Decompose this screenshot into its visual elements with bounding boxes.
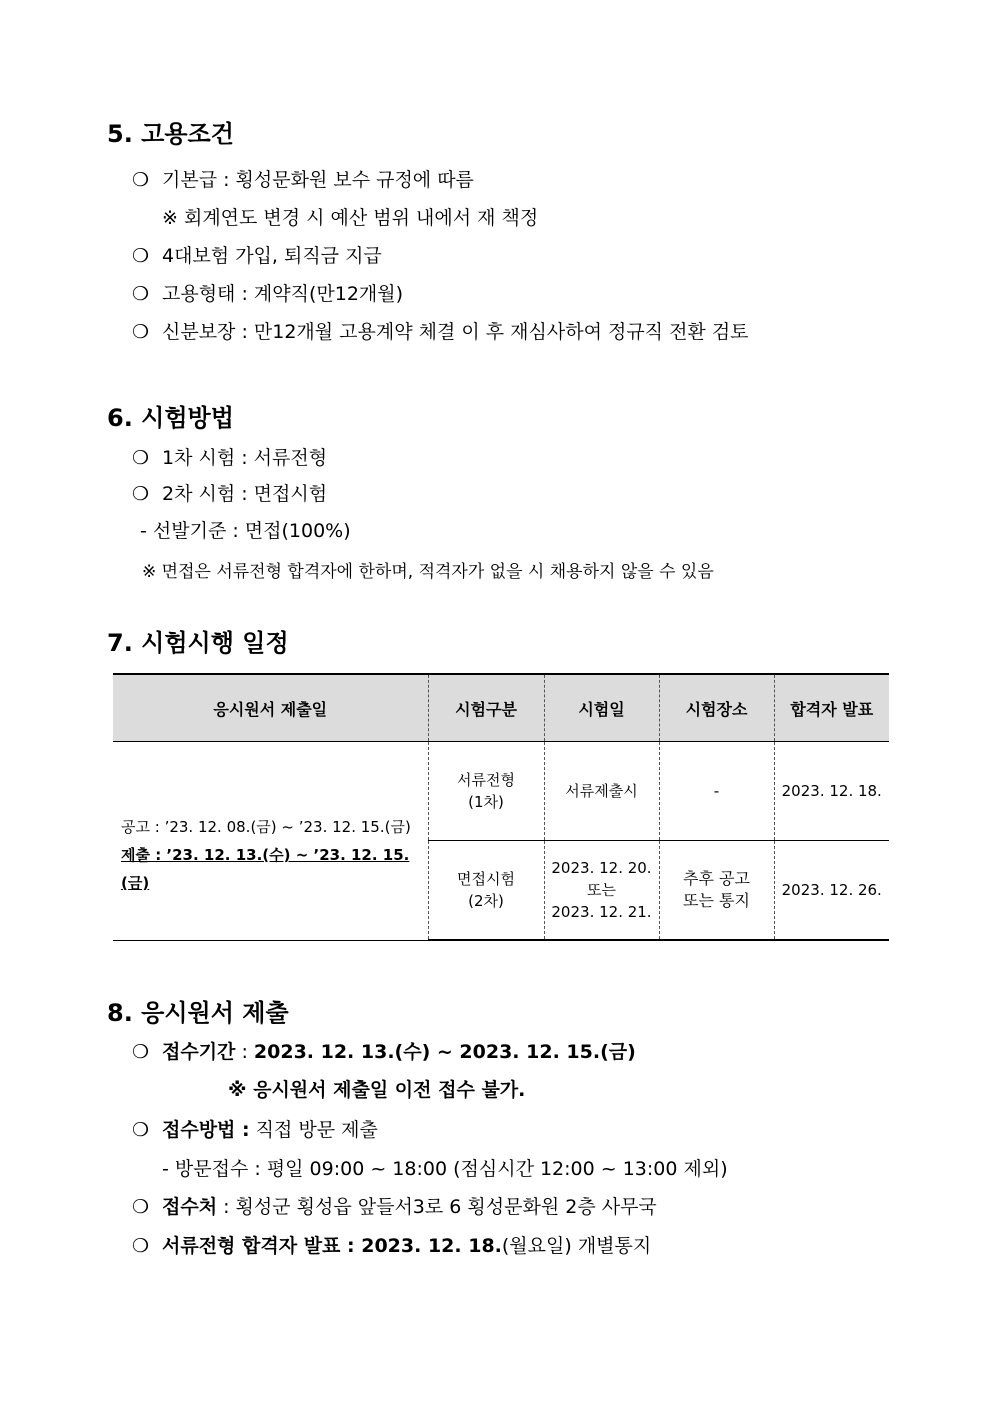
section5-note: ※ 회계연도 변경 시 예산 범위 내에서 재 책정	[162, 207, 539, 229]
item-text: 4대보험 가입, 퇴직금 지급	[162, 245, 382, 267]
bullet-icon: ❍	[132, 283, 150, 305]
section6-note: ※ 면접은 서류전형 합격자에 한하며, 적격자가 없을 시 채용하지 않을 수 있음	[142, 562, 714, 582]
exam-place-line-1: 추후 공고	[683, 869, 750, 888]
schedule-table	[113, 673, 889, 941]
result-value: (월요일) 개별통지	[501, 1235, 652, 1257]
announcement-cell: 2023. 12. 26.	[774, 841, 889, 941]
item-text: 2차 시험 : 면접시험	[162, 483, 328, 505]
section5-item-insurance	[132, 241, 382, 268]
section6-item-second	[132, 479, 327, 506]
bullet-icon: ❍	[132, 245, 150, 267]
period-value: 2023. 12. 13.(수) ~ 2023. 12. 15.(금)	[253, 1041, 636, 1063]
exam-place-cell	[659, 841, 774, 941]
submit-period: 제출 : ’23. 12. 13.(수) ~ ’23. 12. 15.(금)	[121, 846, 410, 893]
section5-item-employment-type	[132, 279, 403, 306]
period-label: 접수기간	[162, 1041, 236, 1063]
section5-item-basic-pay	[132, 165, 474, 192]
bullet-icon: ❍	[132, 1235, 150, 1257]
section5-title: 5. 고용조건	[107, 120, 234, 148]
exam-date-option-1: 2023. 12. 20.	[551, 859, 652, 877]
exam-type-cell	[428, 841, 544, 941]
result-label: 서류전형 합격자 발표 : 2023. 12. 18.	[162, 1235, 502, 1257]
header-exam-place: 시험장소	[659, 674, 774, 742]
table-header-row	[113, 674, 889, 742]
bullet-icon: ❍	[132, 1119, 150, 1141]
period-sep: :	[235, 1041, 254, 1063]
header-exam-date: 시험일	[544, 674, 659, 742]
item-text: 신분보장 : 만12개월 고용계약 체결 이 후 재심사하여 정규직 전환 검토	[162, 321, 749, 343]
bullet-icon: ❍	[132, 1041, 150, 1063]
bullet-icon: ❍	[132, 321, 150, 343]
section7-title: 7. 시험시행 일정	[107, 629, 289, 657]
section8-visit: - 방문접수 : 평일 09:00 ~ 18:00 (점심시간 12:00 ~ 13:00 제외)	[162, 1158, 728, 1180]
bullet-icon: ❍	[132, 447, 150, 469]
section6-item-first	[132, 443, 327, 470]
section8-period-note: ※ 응시원서 제출일 이전 접수 불가.	[228, 1079, 526, 1101]
table-row	[113, 742, 889, 841]
item-text: 고용형태 : 계약직(만12개월)	[162, 283, 404, 305]
section8-place	[132, 1192, 657, 1219]
method-label: 접수방법 :	[162, 1119, 250, 1141]
method-value: 직접 방문 제출	[249, 1119, 378, 1141]
section8-method	[132, 1115, 378, 1142]
section6-title: 6. 시험방법	[107, 404, 234, 432]
place-label: 접수처	[162, 1196, 218, 1218]
exam-type-round: (2차)	[468, 892, 504, 910]
exam-type-round: (1차)	[468, 793, 504, 811]
exam-type-name: 면접시험	[457, 870, 515, 888]
exam-date-cell: 서류제출시	[544, 742, 659, 841]
section8-result	[132, 1231, 651, 1258]
bullet-icon: ❍	[132, 169, 150, 191]
header-submission-date: 응시원서 제출일	[113, 674, 428, 742]
exam-date-or: 또는	[587, 881, 616, 899]
announcement-cell: 2023. 12. 18.	[774, 742, 889, 841]
exam-place-cell: -	[659, 742, 774, 841]
exam-place-line-2: 또는 통지	[683, 891, 750, 910]
section8-period	[132, 1037, 636, 1064]
exam-type-cell	[428, 742, 544, 841]
section8-title: 8. 응시원서 제출	[107, 999, 289, 1027]
place-value: : 횡성군 횡성읍 앞들서3로 6 횡성문화원 2층 사무국	[217, 1196, 657, 1218]
header-exam-type: 시험구분	[428, 674, 544, 742]
bullet-icon: ❍	[132, 1196, 150, 1218]
section5-item-status	[132, 317, 749, 344]
section6-criteria: - 선발기준 : 면접(100%)	[140, 520, 351, 542]
exam-date-cell	[544, 841, 659, 941]
notice-period: 공고 : ’23. 12. 08.(금) ~ ’23. 12. 15.(금)	[121, 818, 411, 837]
exam-date-option-2: 2023. 12. 21.	[551, 903, 652, 921]
exam-type-name: 서류전형	[457, 771, 515, 789]
item-text: 1차 시험 : 서류전형	[162, 447, 328, 469]
bullet-icon: ❍	[132, 483, 150, 505]
header-announcement: 합격자 발표	[774, 674, 889, 742]
submission-period-cell	[113, 742, 428, 941]
item-text: 기본급 : 횡성문화원 보수 규정에 따름	[162, 169, 474, 191]
